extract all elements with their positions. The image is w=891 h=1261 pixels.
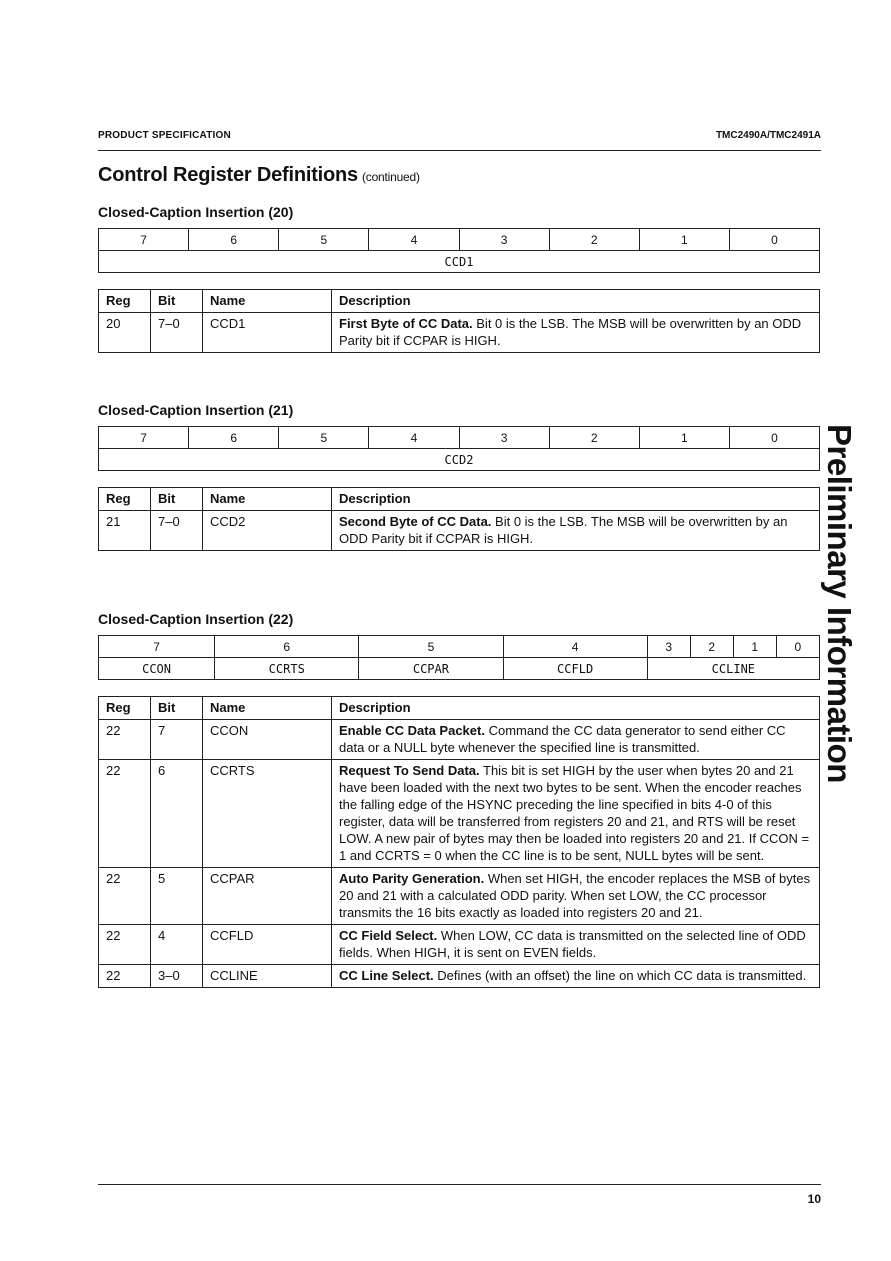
col-reg-header: Reg	[99, 697, 151, 720]
bit-number: 0	[729, 229, 819, 251]
bit-field-ccon: CCON	[99, 658, 215, 680]
description-cell	[332, 511, 820, 551]
bit-field: CCD1	[99, 251, 820, 273]
footer-rule	[98, 1184, 821, 1185]
bit-field: CCD2	[99, 449, 820, 471]
description-cell	[332, 313, 820, 353]
bit-number: 3	[459, 427, 549, 449]
desc-header-row	[99, 488, 820, 511]
page-number: 10	[807, 1192, 821, 1206]
table-row	[99, 720, 820, 760]
bit-map-table	[98, 426, 820, 471]
bit-cell: 5	[151, 868, 203, 925]
col-name-header: Name	[203, 488, 332, 511]
table-row	[99, 313, 820, 353]
bit-number: 5	[279, 427, 369, 449]
col-reg-header: Reg	[99, 488, 151, 511]
description-text: Bit 0 is the LSB. The MSB will be overwritten by an ODD Parity bit if CCPAR is HIGH.	[339, 316, 802, 348]
col-reg-header: Reg	[99, 290, 151, 313]
bit-field-row	[99, 251, 820, 273]
bit-number: 5	[279, 229, 369, 251]
reg-cell: 22	[99, 925, 151, 965]
bit-number: 4	[369, 229, 459, 251]
description-cell	[332, 720, 820, 760]
description-text: When set HIGH, the encoder replaces the MSB of bytes 20 and 21 with a calculated ODD parity. When set LOW, the CC processor transmits the 16 bits exactly as loaded into registers 20 and 21.	[339, 871, 811, 920]
page-title	[98, 164, 420, 187]
section-title: Closed-Caption Insertion (20)	[98, 204, 294, 220]
section-title: Closed-Caption Insertion (21)	[98, 402, 294, 418]
bit-cell: 7	[151, 720, 203, 760]
description-text: When LOW, CC data is transmitted on the selected line of ODD fields. When HIGH, it is sent on EVEN fields.	[339, 928, 806, 960]
bit-number: 7	[99, 229, 189, 251]
col-name-header: Name	[203, 290, 332, 313]
description-cell	[332, 760, 820, 868]
bit-number: 5	[359, 636, 503, 658]
bit-cell: 4	[151, 925, 203, 965]
col-bit-header: Bit	[151, 488, 203, 511]
bit-field-ccline: CCLINE	[647, 658, 819, 680]
table-row	[99, 760, 820, 868]
bit-field-ccpar: CCPAR	[359, 658, 503, 680]
table-row	[99, 511, 820, 551]
header-product-spec: PRODUCT SPECIFICATION	[98, 130, 231, 141]
bit-number: 2	[549, 229, 639, 251]
bit-number: 2	[690, 636, 733, 658]
bit-number: 3	[459, 229, 549, 251]
desc-header-row	[99, 290, 820, 313]
bit-cell: 3–0	[151, 965, 203, 988]
bit-number: 2	[549, 427, 639, 449]
bit-cell: 7–0	[151, 511, 203, 551]
bit-number: 3	[647, 636, 690, 658]
description-lead: Request To Send Data.	[339, 763, 480, 778]
bit-number-row	[99, 636, 820, 658]
description-cell	[332, 965, 820, 988]
header-part-number: TMC2490A/TMC2491A	[715, 130, 821, 141]
col-description-header: Description	[332, 488, 820, 511]
bit-field-ccfld: CCFLD	[503, 658, 647, 680]
bit-number-row	[99, 229, 820, 251]
desc-header-row	[99, 697, 820, 720]
name-cell: CCON	[203, 720, 332, 760]
register-description-table	[98, 487, 820, 551]
bit-number: 4	[369, 427, 459, 449]
section-cc-insertion-20	[98, 204, 820, 353]
bit-number: 0	[729, 427, 819, 449]
description-text: Defines (with an offset) the line on which CC data is transmitted.	[437, 968, 807, 983]
header-rule	[98, 150, 821, 151]
bit-number: 6	[189, 427, 279, 449]
description-cell	[332, 925, 820, 965]
reg-cell: 22	[99, 965, 151, 988]
page-title-main: Control Register Definitions	[98, 164, 358, 186]
col-bit-header: Bit	[151, 290, 203, 313]
register-description-table	[98, 696, 820, 988]
bit-number: 4	[503, 636, 647, 658]
section-title: Closed-Caption Insertion (22)	[98, 611, 294, 627]
description-lead: Second Byte of CC Data.	[339, 514, 492, 529]
reg-cell: 21	[99, 511, 151, 551]
section-cc-insertion-22	[98, 611, 820, 988]
description-lead: CC Line Select.	[339, 968, 434, 983]
table-row	[99, 965, 820, 988]
register-description-table	[98, 289, 820, 353]
col-bit-header: Bit	[151, 697, 203, 720]
reg-cell: 22	[99, 760, 151, 868]
bit-field-ccrts: CCRTS	[215, 658, 359, 680]
description-text: This bit is set HIGH by the user when bytes 20 and 21 have been loaded with the next two bytes to be sent. When the encoder reaches the falling edge of the HSYNC preceding the line specified in bits 4-0 of this register, data will be transferred from registers 20 and 21, and RTS will be reset LOW. A new pair of bytes may then be loaded into registers 20 and 21. If CCON = 1 and CCRTS = 0 when the CC line is to be sent, NULL bytes will be sent.	[339, 763, 810, 863]
col-name-header: Name	[203, 697, 332, 720]
bit-number-row	[99, 427, 820, 449]
description-lead: CC Field Select.	[339, 928, 438, 943]
bit-cell: 6	[151, 760, 203, 868]
col-description-header: Description	[332, 697, 820, 720]
page-title-continued: (continued)	[361, 170, 420, 184]
bit-number: 7	[99, 636, 215, 658]
bit-number: 1	[639, 229, 729, 251]
table-row	[99, 868, 820, 925]
name-cell: CCFLD	[203, 925, 332, 965]
name-cell: CCRTS	[203, 760, 332, 868]
table-row	[99, 925, 820, 965]
name-cell: CCD1	[203, 313, 332, 353]
bit-number: 6	[215, 636, 359, 658]
name-cell: CCLINE	[203, 965, 332, 988]
name-cell: CCPAR	[203, 868, 332, 925]
bit-number: 6	[189, 229, 279, 251]
bit-cell: 7–0	[151, 313, 203, 353]
description-cell	[332, 868, 820, 925]
bit-number: 1	[733, 636, 776, 658]
description-lead: Auto Parity Generation.	[339, 871, 485, 886]
bit-number: 1	[639, 427, 729, 449]
bit-number: 0	[776, 636, 819, 658]
description-lead: First Byte of CC Data.	[339, 316, 473, 331]
col-description-header: Description	[332, 290, 820, 313]
description-lead: Enable CC Data Packet.	[339, 723, 485, 738]
bit-number: 7	[99, 427, 189, 449]
reg-cell: 20	[99, 313, 151, 353]
name-cell: CCD2	[203, 511, 332, 551]
section-cc-insertion-21	[98, 402, 820, 551]
bit-map-table	[98, 635, 820, 680]
description-text: Bit 0 is the LSB. The MSB will be overwritten by an ODD Parity bit if CCPAR is HIGH.	[339, 514, 788, 546]
reg-cell: 22	[99, 720, 151, 760]
description-text: Command the CC data generator to send either CC data or a NULL byte whenever the specified line is transmitted.	[339, 723, 786, 755]
bit-field-row	[99, 658, 820, 680]
reg-cell: 22	[99, 868, 151, 925]
bit-field-row	[99, 449, 820, 471]
preliminary-information-sidebar: Preliminary Information	[821, 424, 858, 783]
bit-map-table	[98, 228, 820, 273]
